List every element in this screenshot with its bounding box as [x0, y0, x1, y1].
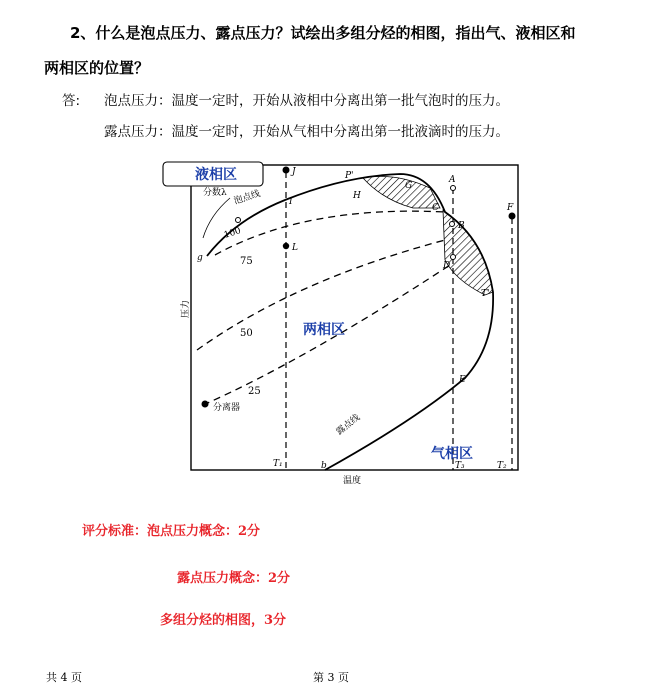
separator-label: 分离器: [213, 403, 241, 413]
point-C-label: C: [432, 203, 439, 213]
footer-current-page: 第 3 页: [313, 671, 349, 684]
isotherm-T2-label: T₂: [497, 461, 507, 471]
point-H-label: H: [353, 191, 361, 201]
point-J-label: J: [292, 167, 296, 177]
isotherm-T1-label: T₁: [273, 459, 283, 469]
point-E-label: E: [459, 375, 466, 385]
quality-75-label: 75: [240, 256, 253, 267]
point-100-marker: [236, 218, 241, 223]
point-g-label: g: [197, 253, 203, 263]
phase-diagram: [155, 160, 535, 485]
question-line-2: 两相区的位置？: [44, 59, 150, 77]
point-G-label: G: [405, 181, 413, 191]
x-axis-label: 温度: [343, 476, 362, 485]
point-D-label: D: [443, 261, 451, 271]
point-I-label: I: [289, 197, 293, 207]
point-L-label: L: [292, 243, 298, 253]
retrograde-region-upper: [363, 176, 440, 208]
answer-label: 答:: [62, 93, 81, 109]
quality-50-label: 50: [240, 328, 253, 339]
point-F-label: F: [507, 203, 514, 213]
point-A-marker: [451, 186, 456, 191]
liquid-region-label: 液相区: [195, 167, 237, 183]
point-T-label: T': [481, 289, 490, 299]
point-b-label: b: [321, 461, 327, 471]
bubble-line-label: 泡点线: [232, 188, 262, 207]
point-B-label: B: [458, 221, 465, 231]
point-D-marker: [451, 255, 456, 260]
fraction-label: 分数λ: [203, 188, 227, 198]
separator-marker: [202, 401, 209, 408]
grading-line-1: 评分标准：泡点压力概念：2分: [82, 524, 261, 539]
answer-dew-point: 露点压力：温度一定时，开始从气相中分离出第一批液滴时的压力。: [104, 124, 509, 140]
dew-line-label: 露点线: [334, 412, 363, 438]
question-line-1: 2、什么是泡点压力、露点压力？试绘出多组分烃的相图，指出气、液相区和: [70, 24, 576, 42]
isotherm-T3-label: T₃: [455, 461, 465, 471]
point-B-marker: [450, 222, 455, 227]
y-axis-label: 压力: [181, 299, 191, 318]
two-phase-region-label: 两相区: [303, 322, 345, 338]
point-A-label: A: [449, 175, 456, 185]
quality-100-label: 100: [222, 226, 243, 241]
point-J-marker: [283, 167, 290, 174]
quality-25-label: 25: [248, 386, 261, 397]
point-L-marker: [283, 243, 289, 249]
gas-region-label: 气相区: [431, 446, 473, 462]
answer-bubble-point: 泡点压力：温度一定时，开始从液相中分离出第一批气泡时的压力。: [104, 93, 509, 109]
point-F-marker: [509, 213, 516, 220]
footer-total-pages: 共 4 页: [46, 671, 82, 684]
grading-line-3: 多组分烃的相图，3分: [160, 613, 287, 628]
grading-line-2: 露点压力概念：2分: [177, 571, 291, 586]
point-P-label: P': [345, 171, 354, 181]
